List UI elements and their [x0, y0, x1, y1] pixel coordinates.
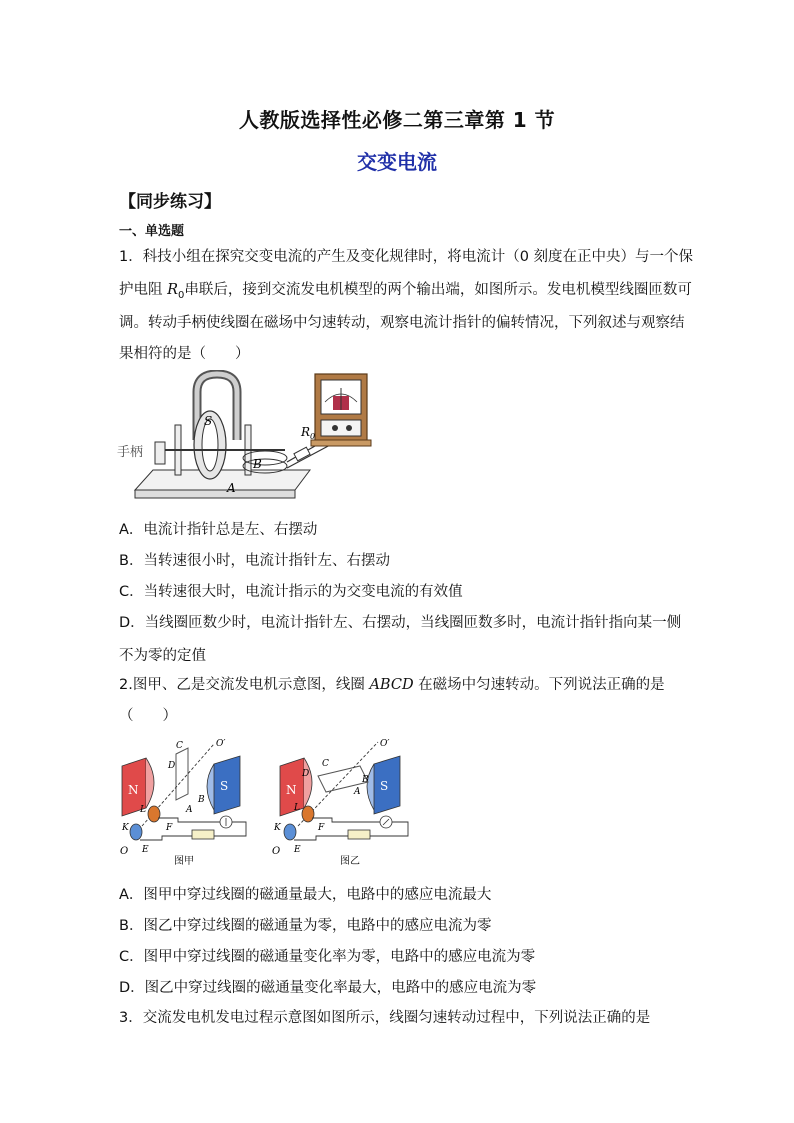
magnet-s-label: S	[204, 414, 213, 428]
q2-option-c[interactable]: C．图甲中穿过线圈的磁通量变化率为零，电路中的感应电流为零	[119, 949, 536, 965]
magnet-n-label: N	[128, 783, 139, 797]
label-l: L	[140, 805, 146, 815]
q2-line-1	[119, 675, 665, 695]
handle-label: 手柄	[117, 445, 144, 460]
label-b: B	[362, 775, 369, 785]
label-c: C	[322, 759, 329, 769]
label-b: B	[198, 795, 205, 805]
q2-figure-yi	[268, 736, 418, 866]
label-o-prime: O′	[380, 739, 390, 749]
ring-b-label: B	[253, 457, 262, 471]
q1-line-2-end: 串联后，接到交流发电机模型的两个输出端，如图所示。发电机模型线圈匝数可	[184, 282, 692, 298]
q1-option-d[interactable]: D．当线圈匝数少时，电流计指针左、右摆动，当线圈匝数多时，电流计指针指向某一侧	[119, 615, 682, 631]
magnet-s-label: S	[220, 779, 229, 793]
q1-option-b[interactable]: B．当转速很小时，电流计指针左、右摆动	[119, 553, 390, 569]
section-heading: 【同步练习】	[119, 192, 221, 212]
ring-a-label: A	[227, 481, 236, 495]
q2-option-d[interactable]: D．图乙中穿过线圈的磁通量变化率最大，电路中的感应电流为零	[119, 980, 537, 996]
label-a: A	[354, 787, 361, 797]
magnet-s-label: S	[380, 779, 389, 793]
q2-option-b[interactable]: B．图乙中穿过线圈的磁通量为零，电路中的感应电流为零	[119, 918, 492, 934]
label-f: F	[166, 823, 173, 833]
label-a: A	[186, 805, 193, 815]
document-title: 人教版选择性必修二第三章第 1 节	[238, 108, 556, 132]
magnet-n-label: N	[286, 783, 297, 797]
q2-line-1-end: 在磁场中匀速转动。下列说法正确的是	[413, 677, 665, 693]
q2-line-1-start: 2.图甲、乙是交流发电机示意图，线圈	[119, 677, 370, 693]
q1-option-a[interactable]: A．电流计指针总是左、右摆动	[119, 522, 318, 538]
subsection-heading: 一、单选题	[119, 224, 185, 239]
q2-option-a[interactable]: A．图甲中穿过线圈的磁通量最大，电路中的感应电流最大	[119, 887, 492, 903]
q3-line-1: 3．交流发电机发电过程示意图如图所示，线圈匀速转动过程中，下列说法正确的是	[119, 1010, 651, 1026]
fig-jia-caption: 图甲	[174, 856, 194, 866]
label-k: K	[274, 823, 281, 833]
q1-option-c[interactable]: C．当转速很大时，电流计指示的为交变电流的有效值	[119, 584, 463, 600]
resistor-subscript: 0	[178, 289, 185, 301]
r0-label	[300, 425, 315, 441]
label-f: F	[318, 823, 325, 833]
label-k: K	[122, 823, 129, 833]
label-l: L	[294, 803, 300, 813]
q1-line-4: 果相符的是（ ）	[119, 346, 250, 362]
label-c: C	[176, 741, 183, 751]
coil-label: ABCD	[369, 677, 414, 693]
resistor-symbol: R	[167, 282, 179, 298]
q1-option-d-continued: 不为零的定值	[119, 648, 206, 664]
r0-subscript: 0	[310, 432, 316, 441]
q2-line-2: （ ）	[119, 708, 177, 724]
r0-symbol: R	[301, 425, 311, 439]
q2-figure-jia	[118, 736, 258, 866]
q1-line-1: 1．科技小组在探究交变电流的产生及变化规律时，将电流计（0 刻度在正中央）与一个保	[119, 249, 694, 265]
label-d: D	[302, 769, 310, 779]
document-subtitle: 交变电流	[357, 150, 437, 174]
q1-line-2	[119, 280, 692, 306]
label-o: O	[120, 846, 129, 857]
q1-generator-figure	[115, 370, 375, 508]
q1-line-3: 调。转动手柄使线圈在磁场中匀速转动，观察电流计指针的偏转情况，下列叙述与观察结	[119, 315, 685, 331]
label-d: D	[168, 761, 176, 771]
label-e: E	[142, 845, 149, 855]
fig-yi-caption: 图乙	[340, 856, 360, 866]
label-e: E	[294, 845, 301, 855]
label-o-prime: O′	[216, 739, 226, 749]
q1-line-2-start: 护电阻	[119, 282, 168, 298]
label-o: O	[272, 846, 281, 857]
